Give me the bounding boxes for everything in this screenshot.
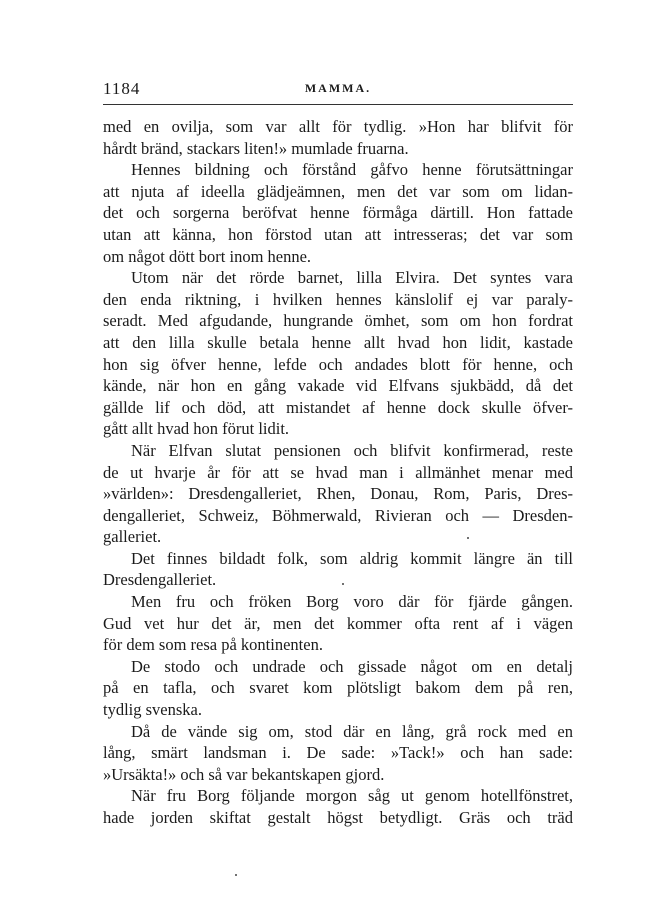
text-line: Hennes bildning och förstånd gåfvo henne förutsättningar — [131, 160, 573, 180]
text-line: för dem som resa på kontinenten. — [103, 635, 323, 655]
text-line: dengalleriet, Schweiz, Böhmerwald, Rivieran och — Dresden- — [103, 505, 573, 525]
print-speck — [467, 537, 469, 539]
text-line: Men fru och fröken Borg voro där för fjärde gången. — [131, 592, 573, 612]
text-line: på en tafla, och svaret kom plötsligt bakom dem på ren, — [103, 678, 573, 698]
text-line: seradt. Med afgudande, hungrande ömhet, som om hon fordrat — [103, 311, 573, 331]
body-text — [103, 116, 573, 829]
text-line: Gud vet hur det är, men det kommer ofta rent af i vägen — [103, 613, 573, 633]
text-line: de ut hvarje år för att se hvad man i allmänhet menar med — [103, 462, 573, 482]
text-line: lång, smärt landsman i. De sade: »Tack!» och han sade: — [103, 743, 573, 763]
text-line: att den lilla skulle betala henne allt hvad hon lidit, kastade — [103, 332, 573, 352]
text-line: När Elfvan slutat pensionen och blifvit konfirmerad, reste — [131, 440, 573, 460]
text-line: hon sig öfver henne, lefde och andades blott för henne, och — [103, 354, 573, 374]
text-line: »Ursäkta!» och så var bekantskapen gjord. — [103, 764, 385, 784]
text-line: Då de vände sig om, stod där en lång, grå rock med en — [131, 721, 573, 741]
print-speck — [235, 874, 237, 876]
text-line: Dresdengalleriet. — [103, 570, 217, 590]
text-line: När fru Borg följande morgon såg ut genom hotellfönstret, — [131, 786, 573, 806]
text-line: Det finnes bildadt folk, som aldrig kommit längre än till — [131, 548, 573, 568]
header-rule — [103, 104, 573, 105]
running-title: MAMMA. — [304, 81, 372, 95]
text-line: det och sorgerna beröfvat henne förmåga därtill. Hon fattade — [103, 203, 573, 223]
text-line: galleriet. — [103, 527, 162, 547]
text-line: gått allt hvad hon förut lidit. — [103, 419, 290, 439]
text-line: den enda riktning, i hvilken hennes känslolif ej var paraly- — [103, 289, 573, 309]
text-line: De stodo och undrade och gissade något om en detalj — [131, 656, 573, 676]
text-line: kände, när hon en gång vakade vid Elfvans sjukbädd, då det — [103, 376, 573, 396]
text-line: tydlig svenska. — [103, 700, 202, 720]
text-line: »världen»: Dresdengalleriet, Rhen, Donau, Rom, Paris, Dres- — [103, 484, 573, 504]
text-line: utan att känna, hon förstod utan att intresseras; det var som — [103, 224, 573, 244]
text-line: om något dött bort inom henne. — [103, 246, 312, 266]
text-line: att njuta af ideella glädjeämnen, men det var som om lidan- — [103, 181, 573, 201]
text-line: gällde lif och död, att mistandet af henne dock skulle öfver- — [103, 397, 573, 417]
page-number: 1184 — [103, 79, 141, 98]
text-line: hade jorden skiftat gestalt högst betydligt. Gräs och träd — [103, 808, 573, 827]
page-header — [103, 79, 573, 101]
print-speck — [342, 583, 344, 585]
text-line: med en ovilja, som var allt för tydlig. »Hon har blifvit för — [103, 117, 573, 136]
text-line: Utom när det rörde barnet, lilla Elvira. Det syntes vara — [131, 268, 573, 288]
text-line: hårdt bränd, stackars liten!» mumlade fruarna. — [103, 138, 409, 158]
